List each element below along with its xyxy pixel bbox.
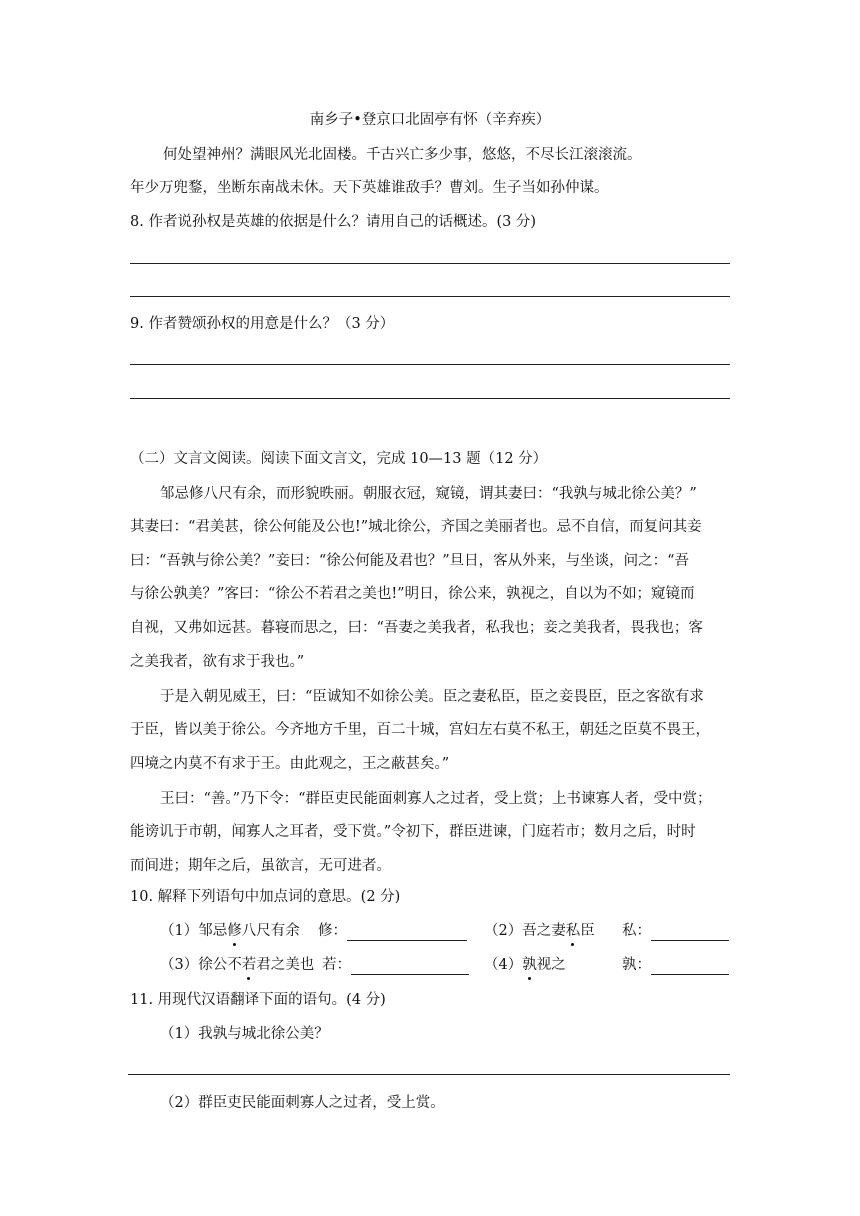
q10-answer-3 [322, 955, 469, 975]
dotted-word: 私 [565, 923, 581, 939]
answer-line-8a[interactable] [130, 263, 730, 264]
item-text: 徐公不 [198, 957, 242, 973]
passage-line: 四境之内莫不有求于王。由此观之，王之蔽甚矣。” [130, 756, 450, 772]
answer-label: 若： [322, 957, 351, 973]
dotted-word: 修 [227, 923, 242, 939]
item-number: （3） [160, 957, 199, 973]
poem-line-2: 年少万兜鍪，坐断东南战未休。天下英雄谁敌手？曹刘。生子当如孙仲谋。 [130, 180, 609, 196]
answer-line-9a[interactable] [130, 364, 730, 365]
q11-sub-2: （2）群臣吏民能面刺寡人之过者，受上赏。 [160, 1095, 445, 1111]
poem-line-1: 何处望神州？满眼风光北固楼。千古兴亡多少事，悠悠，不尽长江滚滚流。 [163, 147, 642, 163]
passage-line: 于臣，皆以美于徐公。今齐地方千里，百二十城，宫妇左右莫不私王，朝廷之臣莫不畏王， [130, 722, 710, 738]
passage-line: 而间进；期年之后，虽欲言，无可进者。 [130, 858, 391, 874]
passage-line: 于是入朝见威王，曰：“臣诚知不如徐公美。臣之妻私臣，臣之妾畏臣，臣之客欲有求 [160, 689, 704, 705]
passage-line: 曰：“吾孰与徐公美？”妾曰：“徐公何能及君也？”旦日，客从外来，与坐谈，问之：“吾 [130, 553, 690, 569]
q10-answer-4 [622, 955, 729, 975]
answer-label: 孰： [622, 957, 651, 973]
item-number: （4） [484, 957, 523, 973]
answer-blank[interactable] [351, 958, 469, 975]
section-2-heading: （二）文言文阅读。阅读下面文言文，完成 10—13 题（12 分） [130, 451, 548, 467]
q10-item-2 [484, 921, 595, 941]
passage-line: 自视，又弗如远甚。暮寝而思之，曰：“吾妻之美我者，私我也；妾之美我者，畏我也；客 [130, 620, 703, 636]
item-number: （2） [484, 923, 523, 939]
question-9: 9. 作者赞颂孙权的用意是什么？（3 分） [130, 316, 395, 332]
passage-line: 与徐公孰美？”客曰：“徐公不若君之美也!”明日，徐公来，孰视之，自以为不如；窥镜而 [130, 586, 695, 602]
item-text: 君之美也 [256, 957, 315, 973]
dotted-word: 若 [241, 957, 257, 973]
question-11: 11. 用现代汉语翻译下面的语句。(4 分) [130, 992, 386, 1008]
poem-title: 南乡子•登京口北固亭有怀（辛弃疾） [309, 112, 551, 128]
item-text: 八尺有余 [241, 923, 300, 939]
q10-answer-1 [318, 921, 467, 941]
item-text: 邹忌 [198, 923, 228, 939]
item-text: 臣 [580, 923, 595, 939]
dotted-word: 孰 [522, 957, 537, 973]
item-text: 吾之妻 [522, 923, 566, 939]
q10-answer-2 [622, 921, 729, 941]
q11-sub-1: （1）我孰与城北徐公美？ [160, 1026, 329, 1042]
passage-line: 其妻曰：“君美甚，徐公何能及公也!”城北徐公，齐国之美丽者也。忌不自信，而复问其妾 [130, 519, 702, 535]
question-10: 10. 解释下列语句中加点词的意思。(2 分) [130, 889, 401, 905]
answer-line-8b[interactable] [130, 296, 730, 297]
passage-line: 王曰：“善。”乃下令：“群臣吏民能面刺寡人之过者，受上赏；上书谏寡人者，受中赏； [160, 791, 712, 807]
q10-item-1 [160, 921, 300, 941]
item-number: （1） [160, 923, 199, 939]
question-8: 8. 作者说孙权是英雄的依据是什么？请用自己的话概述。(3 分) [130, 214, 537, 230]
passage-line: 能谤讥于市朝，闻寡人之耳者，受下赏。”令初下，群臣进谏，门庭若市；数月之后，时时 [130, 824, 696, 840]
answer-blank[interactable] [651, 924, 729, 941]
passage-line: 之美我者，欲有求于我也。” [130, 654, 305, 670]
q10-item-3 [160, 955, 314, 975]
passage-line: 邹忌修八尺有余，而形貌昳丽。朝服衣冠，窥镜，谓其妻曰：“我孰与城北徐公美？” [160, 486, 697, 502]
answer-blank[interactable] [651, 958, 729, 975]
answer-line-11-1[interactable] [128, 1074, 730, 1075]
answer-label: 修： [318, 923, 347, 939]
item-text: 视之 [536, 957, 566, 973]
answer-blank[interactable] [347, 924, 467, 941]
q10-item-4 [484, 955, 566, 975]
answer-label: 私： [622, 923, 651, 939]
answer-line-9b[interactable] [130, 398, 730, 399]
